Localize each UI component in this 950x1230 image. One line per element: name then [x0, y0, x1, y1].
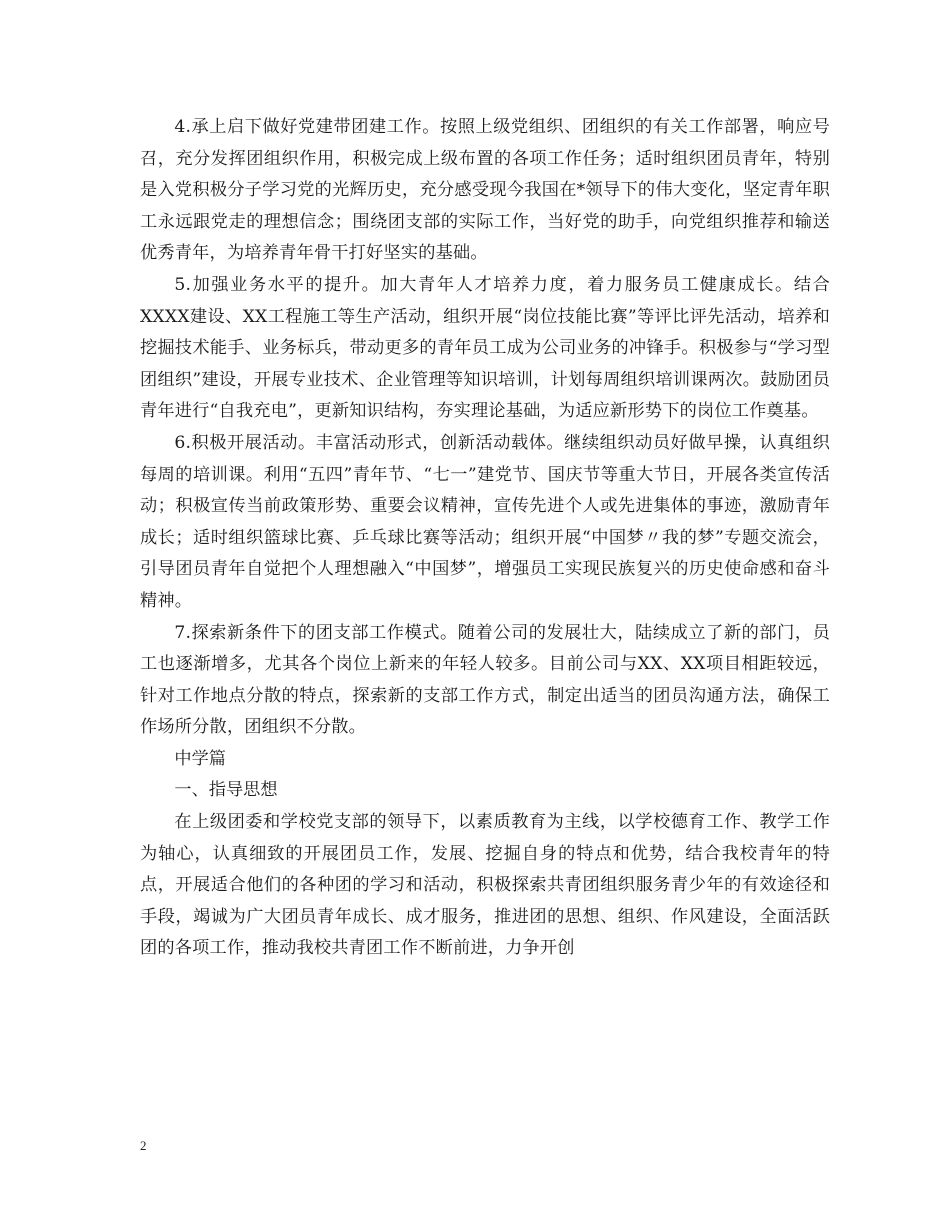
- paragraph-item-5: 5.加强业务水平的提升。加大青年人才培养力度，着力服务员工健康成长。结合XXXX建设、XX工程施工等生产活动，组织开展“岗位技能比赛”等评比评先活动，培养和挖掘技术能手、业务标兵，带动更多的青年员工成为公司业务的冲锋手。积极参与“学习型团组织”建设，开展专业技术、企业管理等知识培训，计划每周组织培训课两次。鼓励团员青年进行“自我充电”，更新知识结构，夯实理论基础，为适应新形势下的岗位工作奠基。: [140, 274, 830, 422]
- subheading: 一、指导思想: [174, 780, 278, 801]
- guiding-ideology-paragraph: 在上级团委和学校党支部的领导下，以素质教育为主线，以学校德育工作、教学工作为轴心，认真细致的开展团员工作，发展、挖掘自身的特点和优势，结合我校青年的特点，开展适合他们的各种团的学习和活动，积极探索共青团组织服务青少年的有效途径和手段，竭诚为广大团员青年成长、成才服务，推进团的思想、组织、作风建设，全面活跃团的各项工作，推动我校共青团工作不断前进，力争开创: [140, 812, 830, 959]
- page-number: 2: [140, 1138, 147, 1153]
- paragraph-item-6: 6.积极开展活动。丰富活动形式，创新活动载体。继续组织动员好做早操，认真组织每周的培训课。利用“五四”青年节、“七一”建党节、国庆节等重大节日，开展各类宣传活动；积极宣传当前政策形势、重要会议精神，宣传先进个人或先进集体的事迹，激励青年成长；适时组织篮球比赛、乒乓球比赛等活动；组织开展“中国梦〃我的梦”专题交流会，引导团员青年自觉把个人理想融入“中国梦”，增强员工实现民族复兴的历史使命感和奋斗精神。: [140, 432, 830, 611]
- paragraph-item-4: 4.承上启下做好党建带团建工作。按照上级党组织、团组织的有关工作部署，响应号召，充分发挥团组织作用，积极完成上级布置的各项工作任务；适时组织团员青年，特别是入党积极分子学习党的光辉历史，充分感受现今我国在*领导下的伟大变化，坚定青年职工永远跟党走的理想信念；围绕团支部的实际工作，当好党的助手，向党组织推荐和输送优秀青年，为培养青年骨干打好坚实的基础。: [140, 117, 830, 264]
- paragraph-item-7: 7.探索新条件下的团支部工作模式。随着公司的发展壮大，陆续成立了新的部门，员工也逐渐增多，尤其各个岗位上新来的年轻人较多。目前公司与XX、XX项目相距较远，针对工作地点分散的特点，探索新的支部工作方式，制定出适当的团员沟通方法，确保工作场所分散，团组织不分散。: [140, 622, 830, 738]
- section-title: 中学篇: [174, 748, 226, 769]
- document-body: [140, 112, 830, 965]
